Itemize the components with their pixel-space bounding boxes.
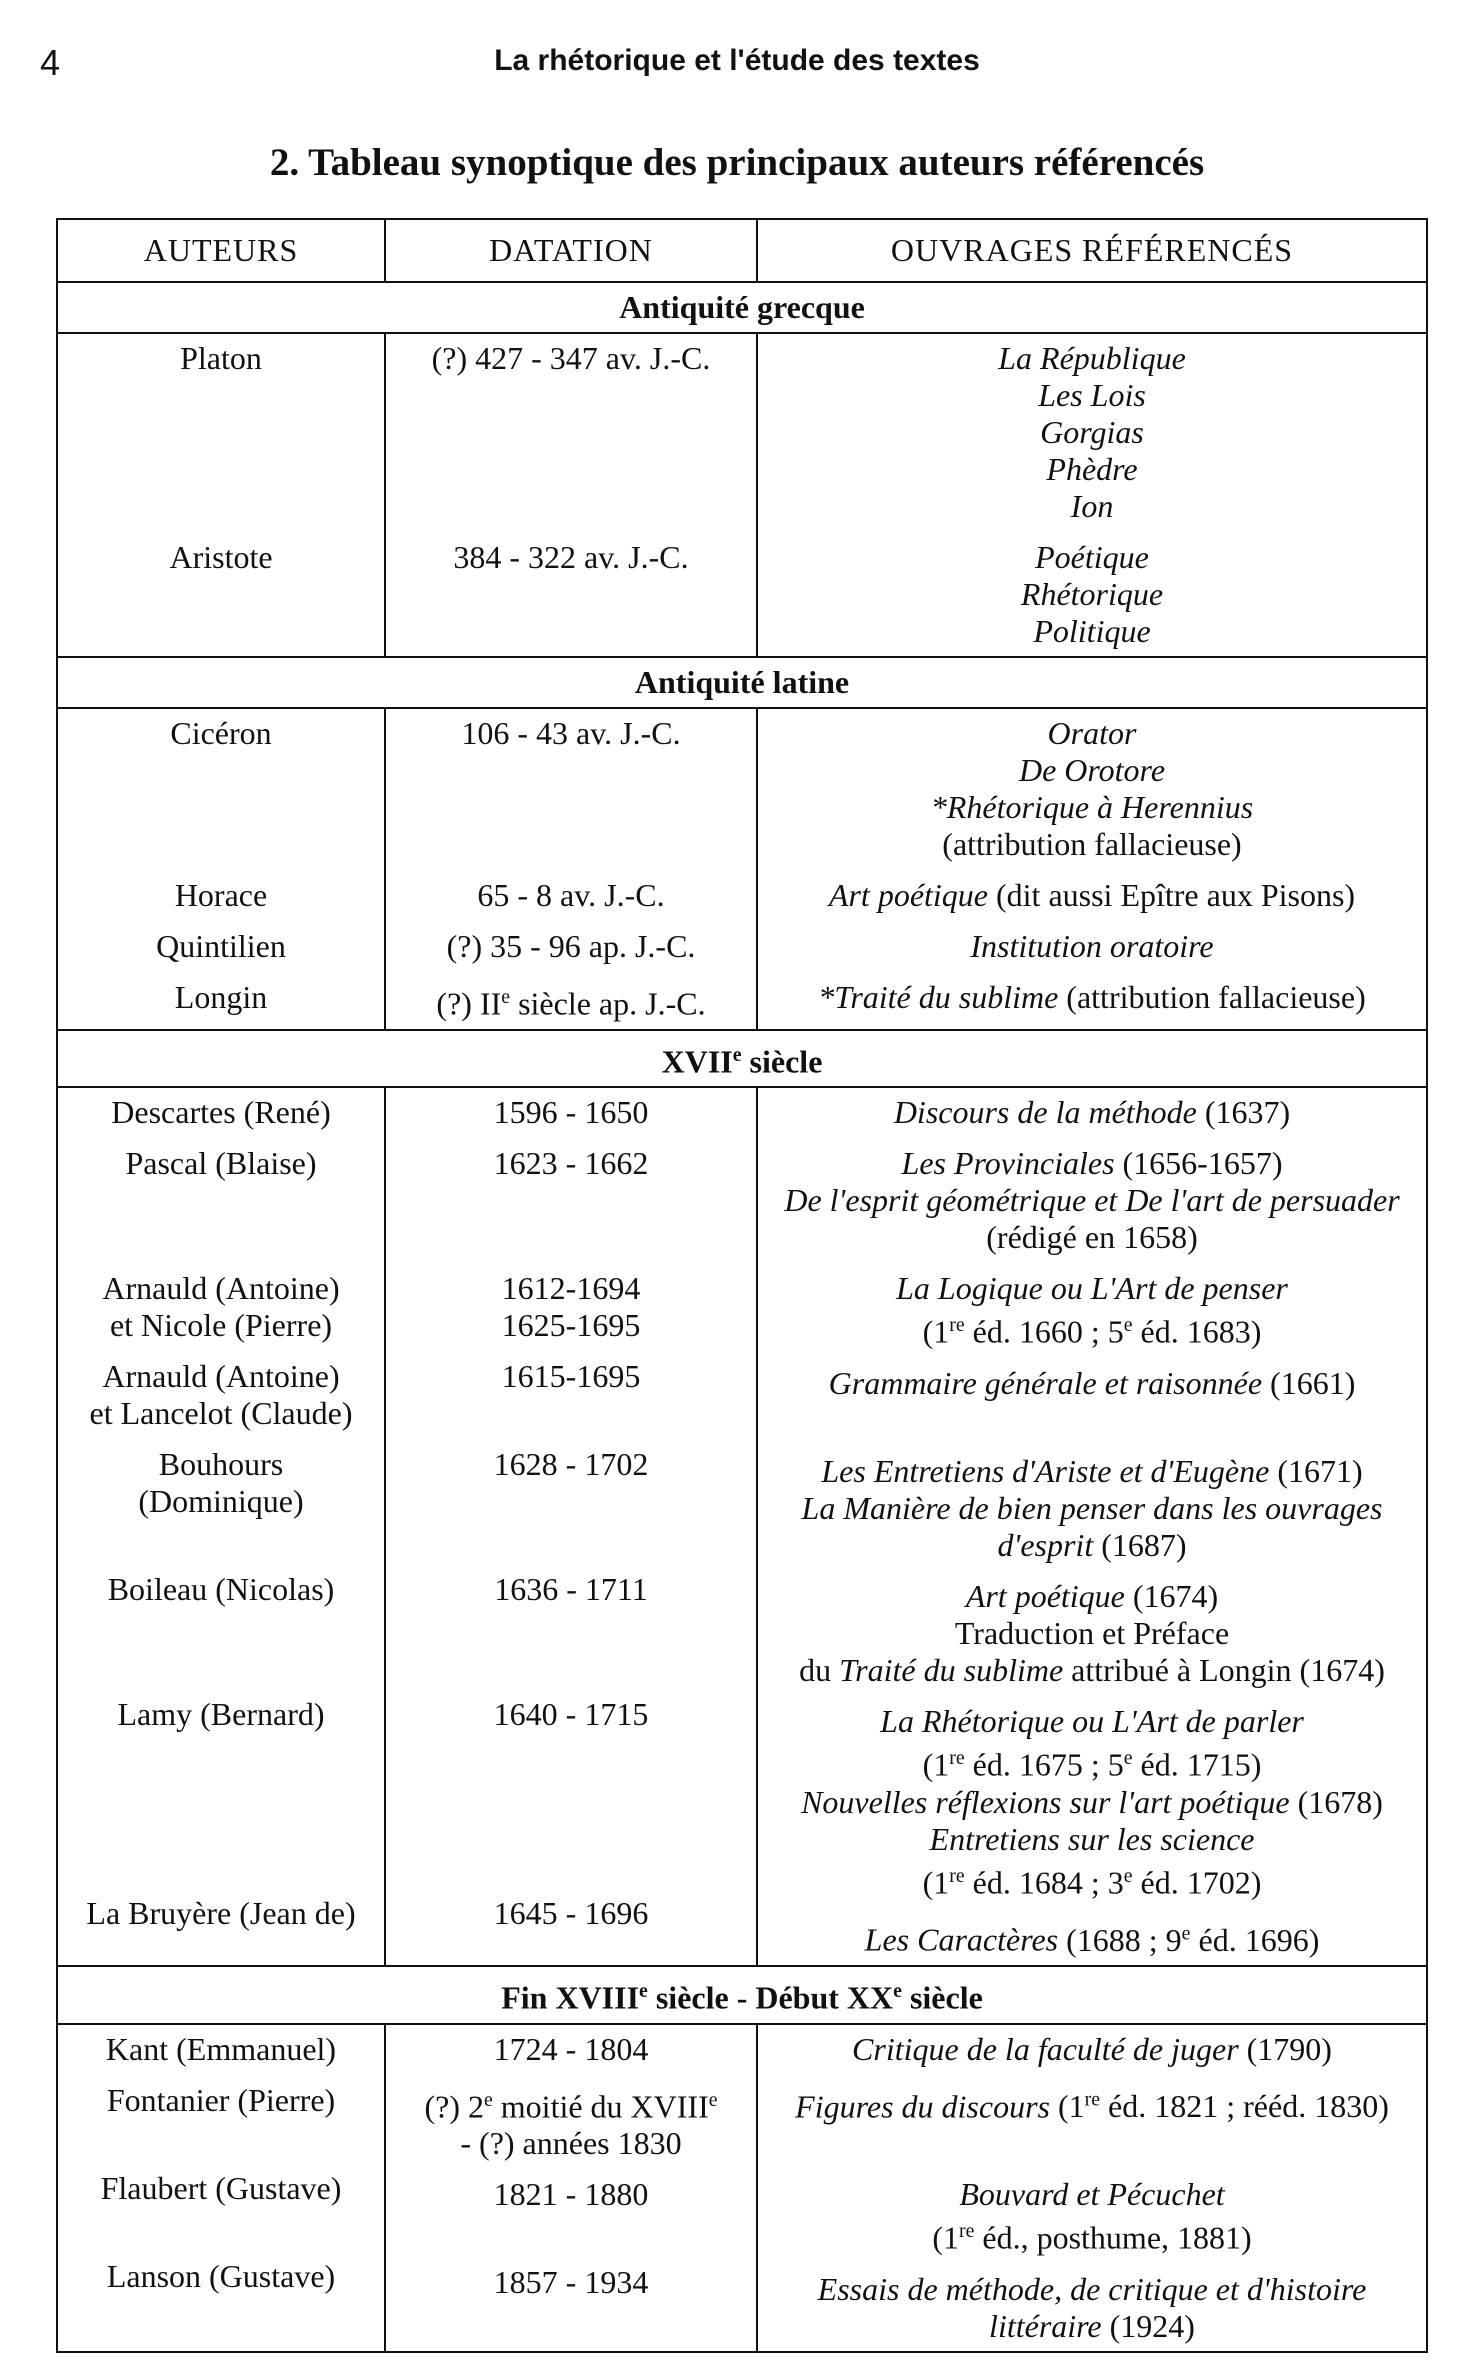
author-name bbox=[66, 1696, 376, 1881]
work-title: Les Lois bbox=[1038, 377, 1146, 413]
author-name-line: Arnauld (Antoine) bbox=[102, 1270, 340, 1307]
author-works bbox=[766, 1578, 1418, 1689]
work-title: La République bbox=[998, 340, 1186, 376]
author-dates bbox=[394, 2031, 748, 2068]
author-name-line: Quintilien bbox=[156, 928, 286, 964]
work-title: Gorgias bbox=[1040, 414, 1144, 450]
author-works bbox=[766, 2082, 1418, 2163]
works-cell bbox=[757, 1087, 1427, 1966]
author-works bbox=[766, 1145, 1418, 1256]
work-title: Grammaire générale et raisonnée (1661) bbox=[828, 1364, 1356, 1401]
spacer-line bbox=[66, 613, 376, 650]
author-works bbox=[766, 2271, 1418, 2345]
dating-line: 1625-1695 bbox=[501, 1307, 641, 1344]
work-title: (1re éd. 1660 ; 5e éd. 1683) bbox=[922, 1313, 1262, 1350]
spacer-line bbox=[394, 414, 748, 451]
spacer-line bbox=[394, 1733, 748, 1770]
dating-line: (?) 35 - 96 ap. J.-C. bbox=[446, 928, 696, 964]
work-title: Art poétique (1674) bbox=[965, 1577, 1219, 1614]
author-name bbox=[66, 2170, 376, 2244]
author-name-line: Horace bbox=[174, 877, 268, 913]
author-works bbox=[766, 1453, 1418, 1564]
author-name bbox=[66, 1571, 376, 1682]
author-dates bbox=[394, 539, 748, 650]
spacer-line bbox=[66, 752, 376, 789]
author-name bbox=[66, 2082, 376, 2156]
spacer-line bbox=[66, 414, 376, 451]
dating-line: 1623 - 1662 bbox=[493, 1145, 649, 1182]
author-name-line: Lanson (Gustave) bbox=[106, 2257, 336, 2294]
spacer-line bbox=[66, 2295, 376, 2332]
work-title: Essais de méthode, de critique et d'histoire bbox=[817, 2270, 1367, 2307]
dating-line: 1628 - 1702 bbox=[493, 1446, 649, 1483]
work-title: Discours de la méthode (1637) bbox=[893, 1094, 1291, 1131]
spacer-line bbox=[394, 1770, 748, 1807]
author-name-line: Kant (Emmanuel) bbox=[105, 2030, 337, 2067]
dating-line: (?) 2e moitié du XVIIIe bbox=[424, 2088, 718, 2125]
spacer-line bbox=[394, 2301, 748, 2338]
dating-line: (?) 427 - 347 av. J.-C. bbox=[431, 340, 711, 376]
work-title: Rhétorique bbox=[1020, 576, 1164, 612]
author-name bbox=[66, 877, 376, 914]
table-body bbox=[57, 282, 1427, 2352]
author-works bbox=[766, 2176, 1418, 2257]
author-name-line: Pascal (Blaise) bbox=[125, 1145, 317, 1182]
author-works bbox=[766, 340, 1418, 525]
dating-line: 1615-1695 bbox=[501, 1358, 641, 1395]
dating-cell bbox=[385, 2024, 757, 2352]
author-name bbox=[66, 928, 376, 965]
dating-line: 1596 - 1650 bbox=[493, 1094, 649, 1131]
spacer-line bbox=[394, 377, 748, 414]
spacer-line bbox=[394, 488, 748, 525]
period-authors-row bbox=[57, 333, 1427, 657]
spacer-line bbox=[66, 1844, 376, 1881]
page-number: 4 bbox=[40, 42, 61, 83]
author-cell bbox=[57, 333, 385, 657]
author-dates bbox=[394, 979, 748, 1023]
dating-line: 1724 - 1804 bbox=[493, 2030, 649, 2067]
column-header-dating: DATATION bbox=[385, 219, 757, 282]
author-name-line: Lamy (Bernard) bbox=[117, 1696, 325, 1733]
spacer-line bbox=[66, 377, 376, 414]
dating-cell bbox=[385, 333, 757, 657]
spacer-line bbox=[394, 1182, 748, 1219]
work-title: (1re éd. 1675 ; 5e éd. 1715) bbox=[922, 1746, 1262, 1783]
column-header-works: OUVRAGES RÉFÉRENCÉS bbox=[757, 219, 1427, 282]
section-title: 2. Tableau synoptique des principaux auteurs référencés bbox=[269, 141, 1205, 184]
author-dates bbox=[394, 1571, 748, 1682]
author-name-line: La Bruyère (Jean de) bbox=[86, 1895, 356, 1932]
author-name bbox=[66, 979, 376, 1016]
work-title: (1re éd. 1684 ; 3e éd. 1702) bbox=[922, 1864, 1262, 1901]
dating-line: 1857 - 1934 bbox=[493, 2264, 649, 2301]
work-title: littéraire (1924) bbox=[989, 2307, 1195, 2344]
period-authors-row bbox=[57, 708, 1427, 1030]
synopsis-table bbox=[56, 218, 1428, 2353]
author-name bbox=[66, 1270, 376, 1344]
work-title: Orator bbox=[1047, 715, 1137, 751]
dating-line: 1640 - 1715 bbox=[493, 1696, 649, 1733]
work-title: Les Entretiens d'Ariste et d'Eugène (1671) bbox=[821, 1452, 1363, 1489]
author-name-line: Aristote bbox=[169, 539, 273, 575]
column-header-authors: AUTEURS bbox=[57, 219, 385, 282]
author-dates bbox=[394, 340, 748, 525]
work-title: Institution oratoire bbox=[970, 928, 1214, 964]
period-heading: XVIIe siècle bbox=[57, 1030, 1427, 1088]
author-dates bbox=[394, 2264, 748, 2338]
author-name-line: Bouhours bbox=[158, 1446, 284, 1483]
author-name-line: Arnauld (Antoine) bbox=[102, 1358, 340, 1395]
work-title: *Traité du sublime (attribution fallacieuse) bbox=[818, 979, 1366, 1015]
author-name bbox=[66, 2031, 376, 2068]
author-works bbox=[766, 1703, 1418, 1901]
author-name-line: et Nicole (Pierre) bbox=[109, 1307, 333, 1344]
author-name bbox=[66, 1094, 376, 1131]
spacer-line bbox=[394, 576, 748, 613]
spacer-line bbox=[66, 488, 376, 525]
work-title: Figures du discours (1re éd. 1821 ; rééd. 1830) bbox=[795, 2088, 1389, 2125]
dating-line: 384 - 322 av. J.-C. bbox=[453, 539, 689, 575]
works-cell bbox=[757, 2024, 1427, 2352]
author-works bbox=[766, 539, 1418, 650]
work-title: (1re éd., posthume, 1881) bbox=[932, 2219, 1252, 2256]
author-works bbox=[766, 979, 1418, 1016]
spacer-line bbox=[66, 451, 376, 488]
spacer-line bbox=[66, 576, 376, 613]
work-title: Poétique bbox=[1035, 539, 1149, 575]
work-title: du Traité du sublime attribué à Longin (1674) bbox=[799, 1651, 1385, 1688]
author-dates bbox=[394, 2176, 748, 2250]
author-name-line: Fontanier (Pierre) bbox=[106, 2081, 336, 2118]
period-heading: Antiquité latine bbox=[57, 657, 1427, 708]
spacer-line bbox=[766, 1402, 1418, 1439]
spacer-line bbox=[66, 1807, 376, 1844]
spacer-line bbox=[66, 1520, 376, 1557]
spacer-line bbox=[66, 1733, 376, 1770]
author-works bbox=[766, 1270, 1418, 1351]
spacer-line bbox=[394, 2213, 748, 2250]
author-dates bbox=[394, 1696, 748, 1881]
dating-line: 1645 - 1696 bbox=[493, 1895, 649, 1932]
author-name bbox=[66, 715, 376, 863]
dating-line: - (?) années 1830 bbox=[460, 2125, 682, 2162]
spacer-line bbox=[766, 2125, 1418, 2162]
spacer-line bbox=[66, 826, 376, 863]
author-works bbox=[766, 928, 1418, 965]
period-authors-row bbox=[57, 1087, 1427, 1966]
spacer-line bbox=[66, 1770, 376, 1807]
dating-cell bbox=[385, 708, 757, 1030]
spacer-line bbox=[66, 1608, 376, 1645]
period-heading: Antiquité grecque bbox=[57, 282, 1427, 333]
running-title: La rhétorique et l'étude des textes bbox=[494, 44, 980, 77]
author-works bbox=[766, 1365, 1418, 1439]
author-works bbox=[766, 715, 1418, 863]
dating-cell bbox=[385, 1087, 757, 1966]
period-row bbox=[57, 657, 1427, 708]
work-title: La Logique ou L'Art de penser bbox=[896, 1270, 1288, 1307]
author-dates bbox=[394, 1446, 748, 1557]
period-row bbox=[57, 1966, 1427, 2024]
author-dates bbox=[394, 928, 748, 965]
work-title: Entretiens sur les science bbox=[929, 1820, 1255, 1857]
spacer-line bbox=[66, 1645, 376, 1682]
work-title: Les Caractères (1688 ; 9e éd. 1696) bbox=[864, 1921, 1320, 1958]
period-heading: Fin XVIIIe siècle - Début XXe siècle bbox=[57, 1966, 1427, 2024]
spacer-line bbox=[394, 613, 748, 650]
spacer-line bbox=[66, 2119, 376, 2156]
spacer-line bbox=[66, 1219, 376, 1256]
spacer-line bbox=[394, 1844, 748, 1881]
author-name-line: (Dominique) bbox=[138, 1483, 304, 1520]
spacer-line bbox=[394, 1645, 748, 1682]
spacer-line bbox=[394, 789, 748, 826]
spacer-line bbox=[394, 1608, 748, 1645]
spacer-line bbox=[394, 752, 748, 789]
spacer-line bbox=[394, 1219, 748, 1256]
work-title: La Rhétorique ou L'Art de parler bbox=[880, 1702, 1304, 1739]
spacer-line bbox=[66, 789, 376, 826]
author-dates bbox=[394, 877, 748, 914]
page-header bbox=[0, 40, 1474, 90]
works-cell bbox=[757, 708, 1427, 1030]
work-title: Ion bbox=[1070, 488, 1114, 524]
work-title: Phèdre bbox=[1046, 451, 1138, 487]
spacer-line bbox=[394, 1520, 748, 1557]
dating-line: (?) IIe siècle ap. J.-C. bbox=[436, 985, 706, 1022]
dating-line: 1821 - 1880 bbox=[493, 2176, 649, 2213]
work-title: La Manière de bien penser dans les ouvrages bbox=[801, 1489, 1383, 1526]
work-title: De Orotore bbox=[1018, 752, 1166, 788]
author-name-line: et Lancelot (Claude) bbox=[89, 1395, 353, 1432]
spacer-line bbox=[66, 1182, 376, 1219]
table-header-row bbox=[57, 219, 1427, 282]
author-name bbox=[66, 340, 376, 525]
work-title: Les Provinciales (1656-1657) bbox=[901, 1145, 1283, 1182]
author-name bbox=[66, 1358, 376, 1432]
work-title: d'esprit (1687) bbox=[997, 1526, 1187, 1563]
author-works bbox=[766, 1915, 1418, 1959]
author-name bbox=[66, 1895, 376, 1932]
work-title: Politique bbox=[1033, 613, 1151, 649]
work-title: Critique de la faculté de juger (1790) bbox=[852, 2030, 1332, 2067]
author-cell bbox=[57, 1087, 385, 1966]
dating-line: 106 - 43 av. J.-C. bbox=[461, 715, 681, 751]
spacer-line bbox=[394, 1483, 748, 1520]
author-name bbox=[66, 2258, 376, 2332]
period-row bbox=[57, 282, 1427, 333]
spacer-line bbox=[394, 1395, 748, 1432]
author-cell bbox=[57, 708, 385, 1030]
work-title: (rédigé en 1658) bbox=[986, 1219, 1198, 1256]
author-dates bbox=[394, 1895, 748, 1932]
author-dates bbox=[394, 1094, 748, 1131]
author-name bbox=[66, 1145, 376, 1256]
author-name bbox=[66, 1446, 376, 1557]
work-title: Bouvard et Pécuchet bbox=[959, 2176, 1225, 2213]
period-row bbox=[57, 1030, 1427, 1088]
author-name-line: Platon bbox=[180, 340, 262, 376]
dating-line: 65 - 8 av. J.-C. bbox=[477, 877, 665, 913]
works-cell bbox=[757, 333, 1427, 657]
work-title: (attribution fallacieuse) bbox=[942, 826, 1242, 862]
author-name-line: Flaubert (Gustave) bbox=[100, 2169, 342, 2206]
author-cell bbox=[57, 2024, 385, 2352]
work-title: *Rhétorique à Herennius bbox=[930, 789, 1254, 825]
spacer-line bbox=[394, 826, 748, 863]
author-works bbox=[766, 1094, 1418, 1131]
author-dates bbox=[394, 715, 748, 863]
work-title: Traduction et Préface bbox=[954, 1614, 1230, 1651]
work-title: De l'esprit géométrique et De l'art de persuader bbox=[784, 1182, 1400, 1219]
author-dates bbox=[394, 1358, 748, 1432]
spacer-line bbox=[394, 1807, 748, 1844]
author-dates bbox=[394, 2082, 748, 2163]
work-title: Nouvelles réflexions sur l'art poétique (1678) bbox=[801, 1783, 1383, 1820]
author-works bbox=[766, 877, 1418, 914]
author-name bbox=[66, 539, 376, 650]
dating-line: 1636 - 1711 bbox=[494, 1571, 648, 1608]
author-works bbox=[766, 2031, 1418, 2068]
author-name-line: Descartes (René) bbox=[111, 1094, 331, 1131]
author-name-line: Boileau (Nicolas) bbox=[107, 1571, 335, 1608]
author-dates bbox=[394, 1270, 748, 1344]
author-name-line: Cicéron bbox=[170, 715, 272, 751]
author-dates bbox=[394, 1145, 748, 1256]
work-title: Art poétique (dit aussi Epître aux Pisons) bbox=[828, 877, 1356, 913]
author-name-line: Longin bbox=[174, 979, 268, 1015]
dating-line: 1612-1694 bbox=[501, 1270, 641, 1307]
spacer-line bbox=[66, 2207, 376, 2244]
spacer-line bbox=[394, 451, 748, 488]
period-authors-row bbox=[57, 2024, 1427, 2352]
